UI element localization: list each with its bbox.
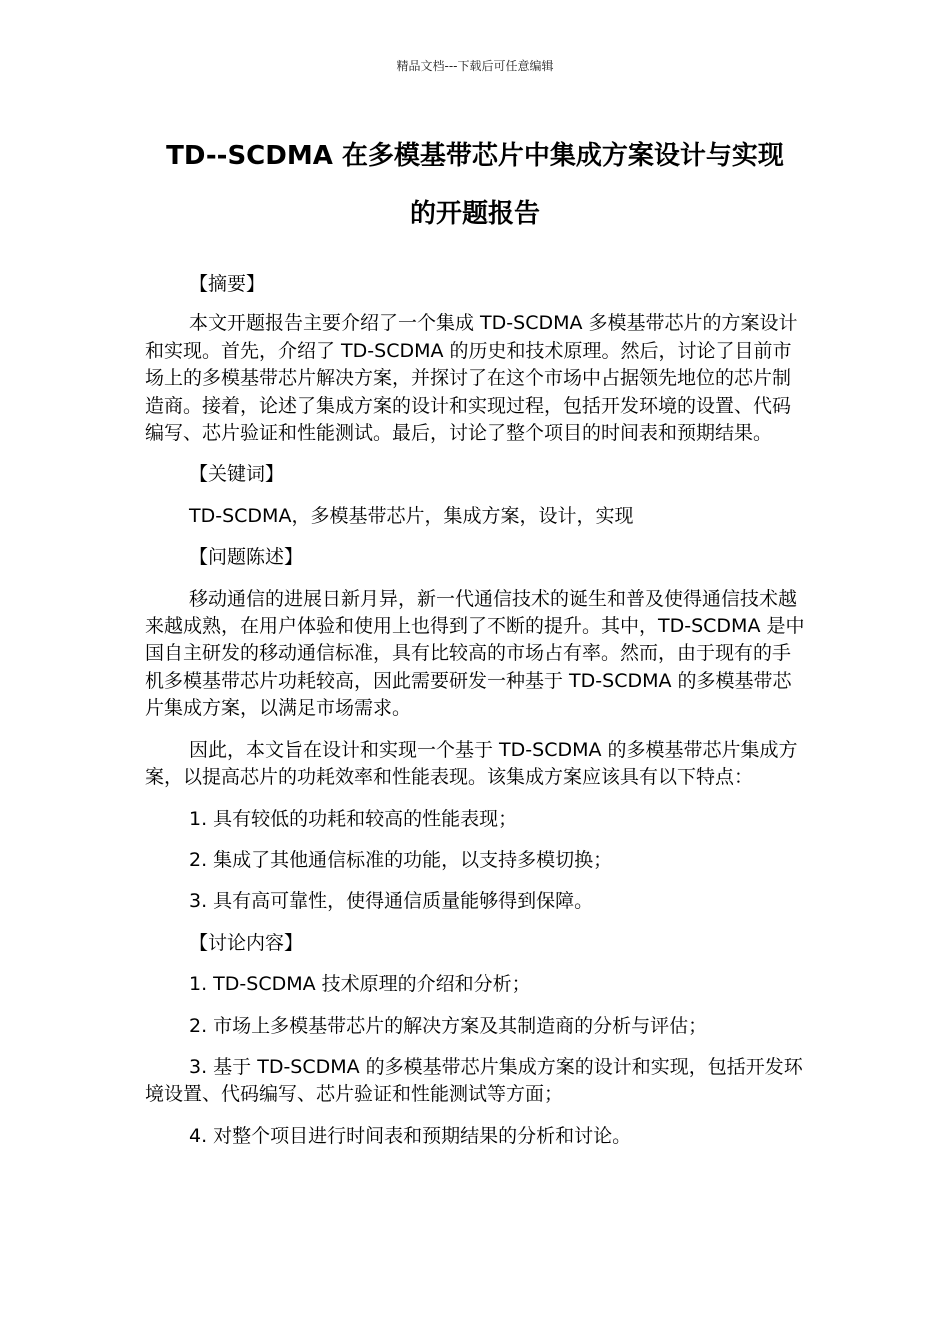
problem-heading: 【问题陈述】: [189, 546, 304, 569]
title-line-2: 的开题报告: [409, 199, 540, 229]
discussion-item: 1. TD-SCDMA 技术原理的介绍和分析；: [189, 973, 531, 996]
feature-item: 3. 具有高可靠性，使得通信质量能够得到保障。: [189, 890, 594, 913]
problem-paragraph-1: 移动通信的进展日新月异，新一代通信技术的诞生和普及使得通信技术越来越成熟，在用户体验和使用上也得到了不断的提升。其中，TD-SCDMA 是中国自主研发的移动通信标准，具有比较高的市场占有率。然而，由于现有的手机多模基带芯片功耗较高，因此需要研发一种基于 TD-SCDMA 的多模基带芯片集成方案，以满足市场需求。: [145, 587, 805, 720]
keywords-text: TD-SCDMA，多模基带芯片，集成方案，设计，实现: [189, 504, 634, 527]
abstract-text: 本文开题报告主要介绍了一个集成 TD-SCDMA 多模基带芯片的方案设计和实现。首先，介绍了 TD-SCDMA 的历史和技术原理。然后，讨论了目前市场上的多模基带芯片解决方案，并探讨了在这个市场中占据领先地位的芯片制造商。接着，论述了集成方案的设计和实现过程，包括开发环境的设置、代码编写、芯片验证和性能测试。最后，讨论了整个项目的时间表和预期结果。: [145, 312, 798, 445]
title-line-1: TD--SCDMA 在多模基带芯片中集成方案设计与实现: [166, 141, 784, 171]
discussion-item: 4. 对整个项目进行时间表和预期结果的分析和讨论。: [189, 1124, 632, 1147]
header-note: 精品文档---下载后可任意编辑: [396, 59, 554, 73]
abstract-heading: 【摘要】: [189, 273, 266, 295]
discussion-item: 2. 市场上多模基带芯片的解决方案及其制造商的分析与评估；: [189, 1014, 708, 1037]
keywords-heading: 【关键词】: [189, 463, 285, 486]
feature-item: 1. 具有较低的功耗和较高的性能表现；: [189, 807, 518, 830]
document-body: [145, 271, 809, 1150]
discussion-item: 3. 基于 TD-SCDMA 的多模基带芯片集成方案的设计和实现，包括开发环境设置、代码编写、芯片验证和性能测试等方面；: [145, 1055, 803, 1106]
problem-paragraph-2: 因此，本文旨在设计和实现一个基于 TD-SCDMA 的多模基带芯片集成方案，以提高芯片的功耗效率和性能表现。该集成方案应该具有以下特点：: [145, 738, 798, 789]
feature-item: 2. 集成了其他通信标准的功能，以支持多模切换；: [189, 848, 613, 871]
document-title: [120, 134, 830, 236]
discussion-heading: 【讨论内容】: [189, 931, 304, 954]
